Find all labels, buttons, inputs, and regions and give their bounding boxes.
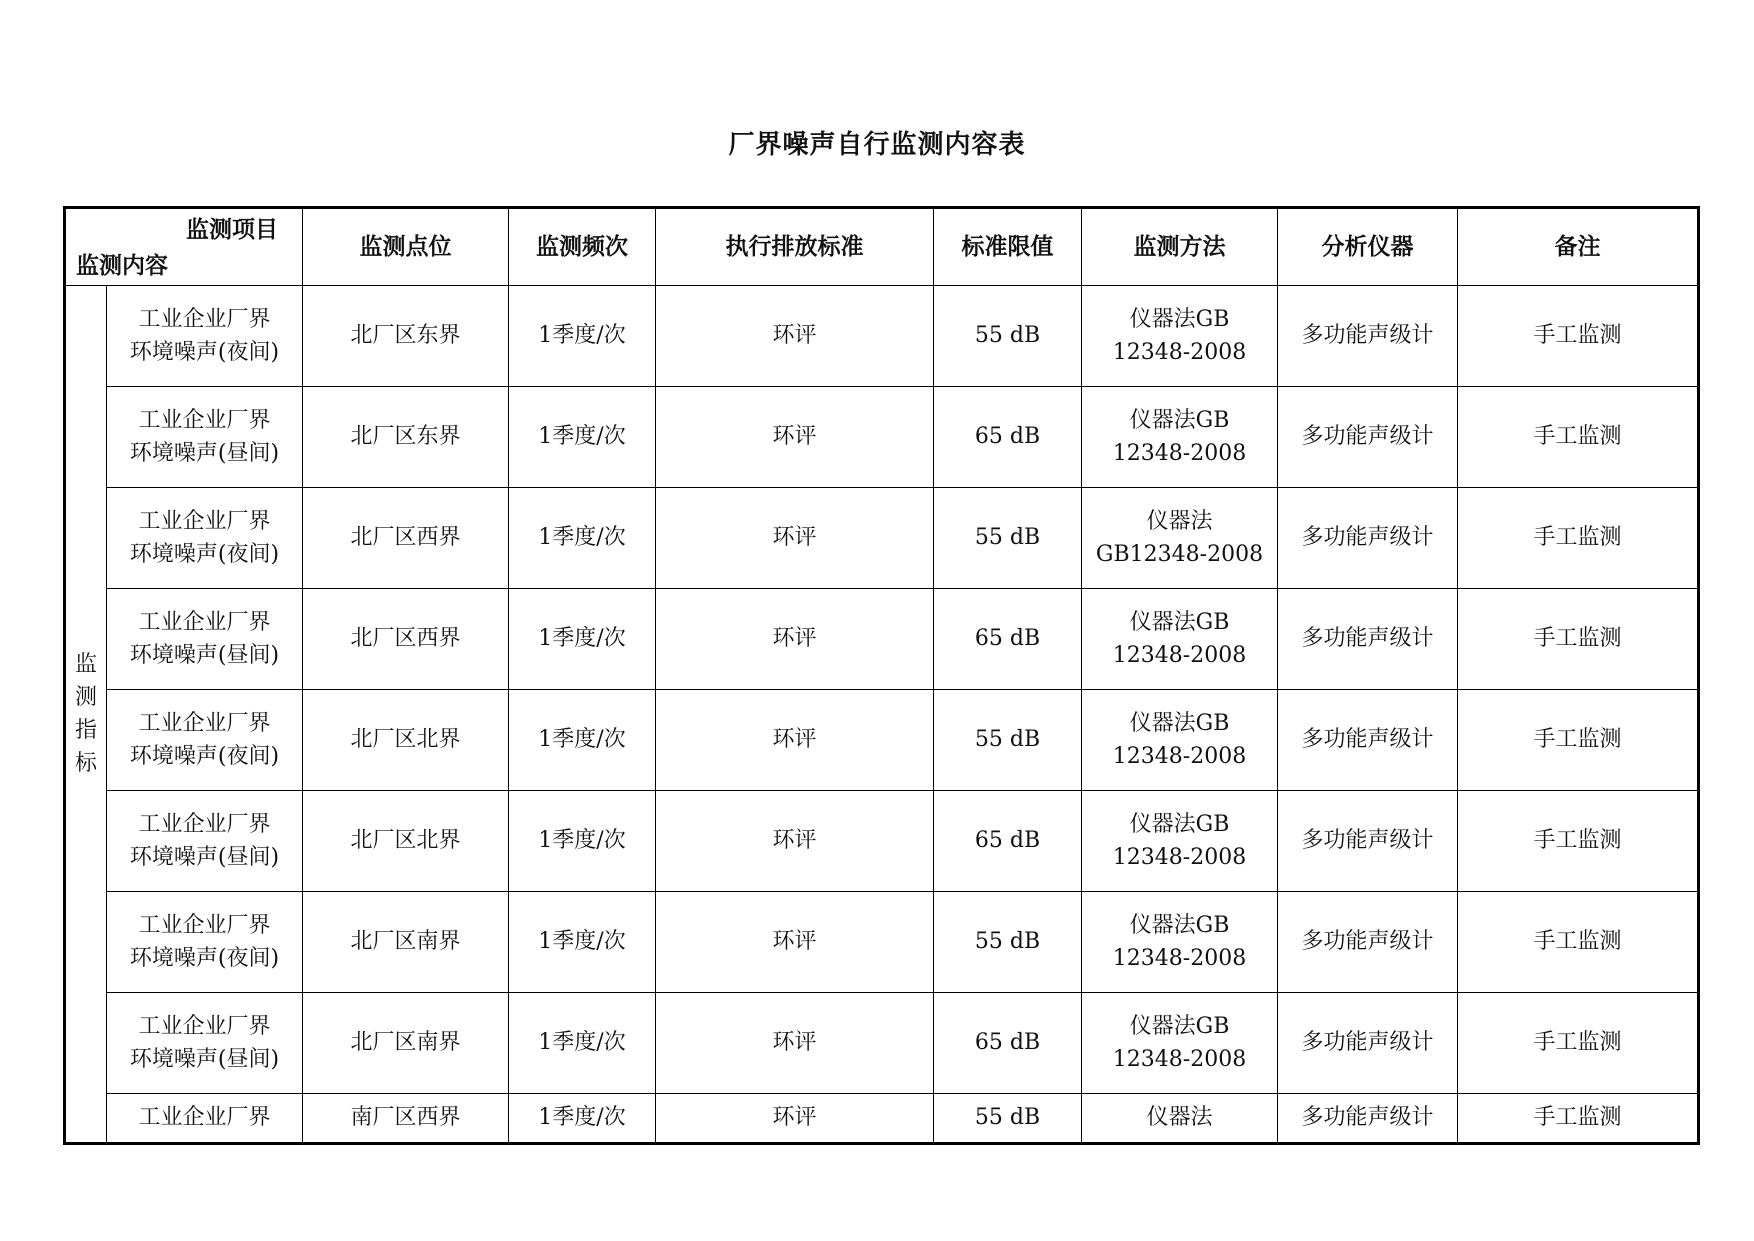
- method-cell: [1082, 286, 1278, 387]
- method-cell-line: 12348-2008: [1112, 744, 1247, 769]
- header-monitoring-item: 监测项目: [186, 217, 278, 243]
- item-cell: [107, 286, 303, 387]
- item-cell: [107, 488, 303, 589]
- method-cell: [1082, 892, 1278, 993]
- point-cell: 北厂区东界: [303, 387, 509, 488]
- table-row: [65, 791, 1699, 892]
- limit-cell: 55 dB: [934, 1094, 1082, 1144]
- limit-cell: 65 dB: [934, 993, 1082, 1094]
- standard-cell: 环评: [656, 993, 934, 1094]
- instrument-cell: 多功能声级计: [1278, 892, 1458, 993]
- point-cell: 北厂区南界: [303, 892, 509, 993]
- item-cell-line: 环境噪声(昼间): [129, 441, 280, 466]
- frequency-cell: 1季度/次: [509, 690, 656, 791]
- standard-cell: 环评: [656, 892, 934, 993]
- limit-cell: 55 dB: [934, 488, 1082, 589]
- table-row: [65, 488, 1699, 589]
- method-cell: [1082, 589, 1278, 690]
- header-note: 备注: [1458, 208, 1699, 286]
- point-cell: 北厂区南界: [303, 993, 509, 1094]
- method-cell: [1082, 993, 1278, 1094]
- item-cell-line: 工业企业厂界: [138, 913, 271, 938]
- header-limit: 标准限值: [934, 208, 1082, 286]
- category-char: 监: [74, 652, 97, 677]
- instrument-cell: 多功能声级计: [1278, 589, 1458, 690]
- note-cell: 手工监测: [1458, 690, 1699, 791]
- header-row: [65, 208, 1699, 286]
- instrument-cell: 多功能声级计: [1278, 1094, 1458, 1144]
- point-cell: 北厂区西界: [303, 589, 509, 690]
- table-row: [65, 892, 1699, 993]
- item-cell: [107, 892, 303, 993]
- standard-cell: 环评: [656, 286, 934, 387]
- frequency-cell: 1季度/次: [509, 387, 656, 488]
- item-cell-line: 工业企业厂界: [138, 1014, 271, 1039]
- header-method: 监测方法: [1082, 208, 1278, 286]
- table-row: [65, 589, 1699, 690]
- instrument-cell: 多功能声级计: [1278, 791, 1458, 892]
- standard-cell: 环评: [656, 690, 934, 791]
- category-char: 测: [74, 685, 97, 710]
- instrument-cell: 多功能声级计: [1278, 286, 1458, 387]
- item-cell-line: 工业企业厂界: [138, 408, 271, 433]
- category-char: 指: [74, 718, 97, 743]
- method-cell-line: 12348-2008: [1112, 946, 1247, 971]
- item-cell-line: 环境噪声(夜间): [129, 542, 280, 567]
- limit-cell: 65 dB: [934, 791, 1082, 892]
- method-cell-line: 12348-2008: [1112, 845, 1247, 870]
- note-cell: 手工监测: [1458, 589, 1699, 690]
- method-cell-line: 12348-2008: [1112, 1047, 1247, 1072]
- instrument-cell: 多功能声级计: [1278, 993, 1458, 1094]
- instrument-cell: 多功能声级计: [1278, 690, 1458, 791]
- method-cell: [1082, 488, 1278, 589]
- method-cell-line: 仪器法GB: [1129, 812, 1230, 837]
- note-cell: 手工监测: [1458, 1094, 1699, 1144]
- point-cell: 北厂区北界: [303, 690, 509, 791]
- item-cell-line: 环境噪声(昼间): [129, 845, 280, 870]
- method-cell-line: 仪器法GB: [1129, 711, 1230, 736]
- item-cell-line: 环境噪声(夜间): [129, 340, 280, 365]
- item-cell-line: 工业企业厂界: [138, 711, 271, 736]
- document-title: 厂界噪声自行监测内容表: [728, 130, 1026, 160]
- limit-cell: 55 dB: [934, 286, 1082, 387]
- method-cell-line: 仪器法GB: [1129, 913, 1230, 938]
- table-row: [65, 690, 1699, 791]
- item-cell-line: 工业企业厂界: [138, 812, 271, 837]
- table-row: [65, 286, 1699, 387]
- note-cell: 手工监测: [1458, 286, 1699, 387]
- header-standard: 执行排放标准: [656, 208, 934, 286]
- item-cell-line: 环境噪声(夜间): [129, 946, 280, 971]
- method-cell-line: 12348-2008: [1112, 643, 1247, 668]
- header-instrument: 分析仪器: [1278, 208, 1458, 286]
- item-cell-line: 工业企业厂界: [138, 610, 271, 635]
- item-cell: [107, 690, 303, 791]
- item-cell-line: 环境噪声(昼间): [129, 1047, 280, 1072]
- note-cell: 手工监测: [1458, 791, 1699, 892]
- item-cell-line: 环境噪声(昼间): [129, 643, 280, 668]
- method-cell-line: 仪器法GB: [1129, 307, 1230, 332]
- frequency-cell: 1季度/次: [509, 1094, 656, 1144]
- frequency-cell: 1季度/次: [509, 589, 656, 690]
- method-cell-line: 仪器法GB: [1129, 610, 1230, 635]
- method-cell-line: 仪器法: [1146, 509, 1213, 534]
- point-cell: 北厂区北界: [303, 791, 509, 892]
- header-monitoring-content: 监测内容: [76, 253, 168, 279]
- point-cell: 北厂区西界: [303, 488, 509, 589]
- table-row: [65, 387, 1699, 488]
- note-cell: 手工监测: [1458, 993, 1699, 1094]
- frequency-cell: 1季度/次: [509, 286, 656, 387]
- note-cell: 手工监测: [1458, 892, 1699, 993]
- table-row: [65, 993, 1699, 1094]
- header-frequency: 监测频次: [509, 208, 656, 286]
- method-cell: [1082, 387, 1278, 488]
- limit-cell: 65 dB: [934, 589, 1082, 690]
- limit-cell: 55 dB: [934, 892, 1082, 993]
- item-cell: [107, 589, 303, 690]
- method-cell: 仪器法: [1082, 1094, 1278, 1144]
- point-cell: 南厂区西界: [303, 1094, 509, 1144]
- diagonal-header-cell: [65, 208, 303, 286]
- category-cell: [65, 286, 107, 1144]
- category-char: 标: [74, 751, 97, 776]
- instrument-cell: 多功能声级计: [1278, 387, 1458, 488]
- item-cell: [107, 387, 303, 488]
- frequency-cell: 1季度/次: [509, 488, 656, 589]
- method-cell: [1082, 791, 1278, 892]
- note-cell: 手工监测: [1458, 387, 1699, 488]
- table-row: [65, 1094, 1699, 1144]
- item-cell: 工业企业厂界: [107, 1094, 303, 1144]
- note-cell: 手工监测: [1458, 488, 1699, 589]
- method-cell-line: 12348-2008: [1112, 340, 1247, 365]
- standard-cell: 环评: [656, 589, 934, 690]
- method-cell-line: 12348-2008: [1112, 441, 1247, 466]
- standard-cell: 环评: [656, 488, 934, 589]
- standard-cell: 环评: [656, 1094, 934, 1144]
- point-cell: 北厂区东界: [303, 286, 509, 387]
- table-body: [65, 286, 1699, 1144]
- item-cell-line: 工业企业厂界: [138, 307, 271, 332]
- frequency-cell: 1季度/次: [509, 892, 656, 993]
- method-cell: [1082, 690, 1278, 791]
- limit-cell: 65 dB: [934, 387, 1082, 488]
- standard-cell: 环评: [656, 387, 934, 488]
- method-cell-line: 仪器法GB: [1129, 1014, 1230, 1039]
- method-cell-line: GB12348-2008: [1095, 542, 1264, 567]
- frequency-cell: 1季度/次: [509, 791, 656, 892]
- limit-cell: 55 dB: [934, 690, 1082, 791]
- item-cell-line: 环境噪声(夜间): [129, 744, 280, 769]
- item-cell-line: 工业企业厂界: [138, 509, 271, 534]
- item-cell: [107, 993, 303, 1094]
- instrument-cell: 多功能声级计: [1278, 488, 1458, 589]
- item-cell: [107, 791, 303, 892]
- standard-cell: 环评: [656, 791, 934, 892]
- frequency-cell: 1季度/次: [509, 993, 656, 1094]
- header-point: 监测点位: [303, 208, 509, 286]
- method-cell-line: 仪器法GB: [1129, 408, 1230, 433]
- monitoring-table: [63, 206, 1700, 1145]
